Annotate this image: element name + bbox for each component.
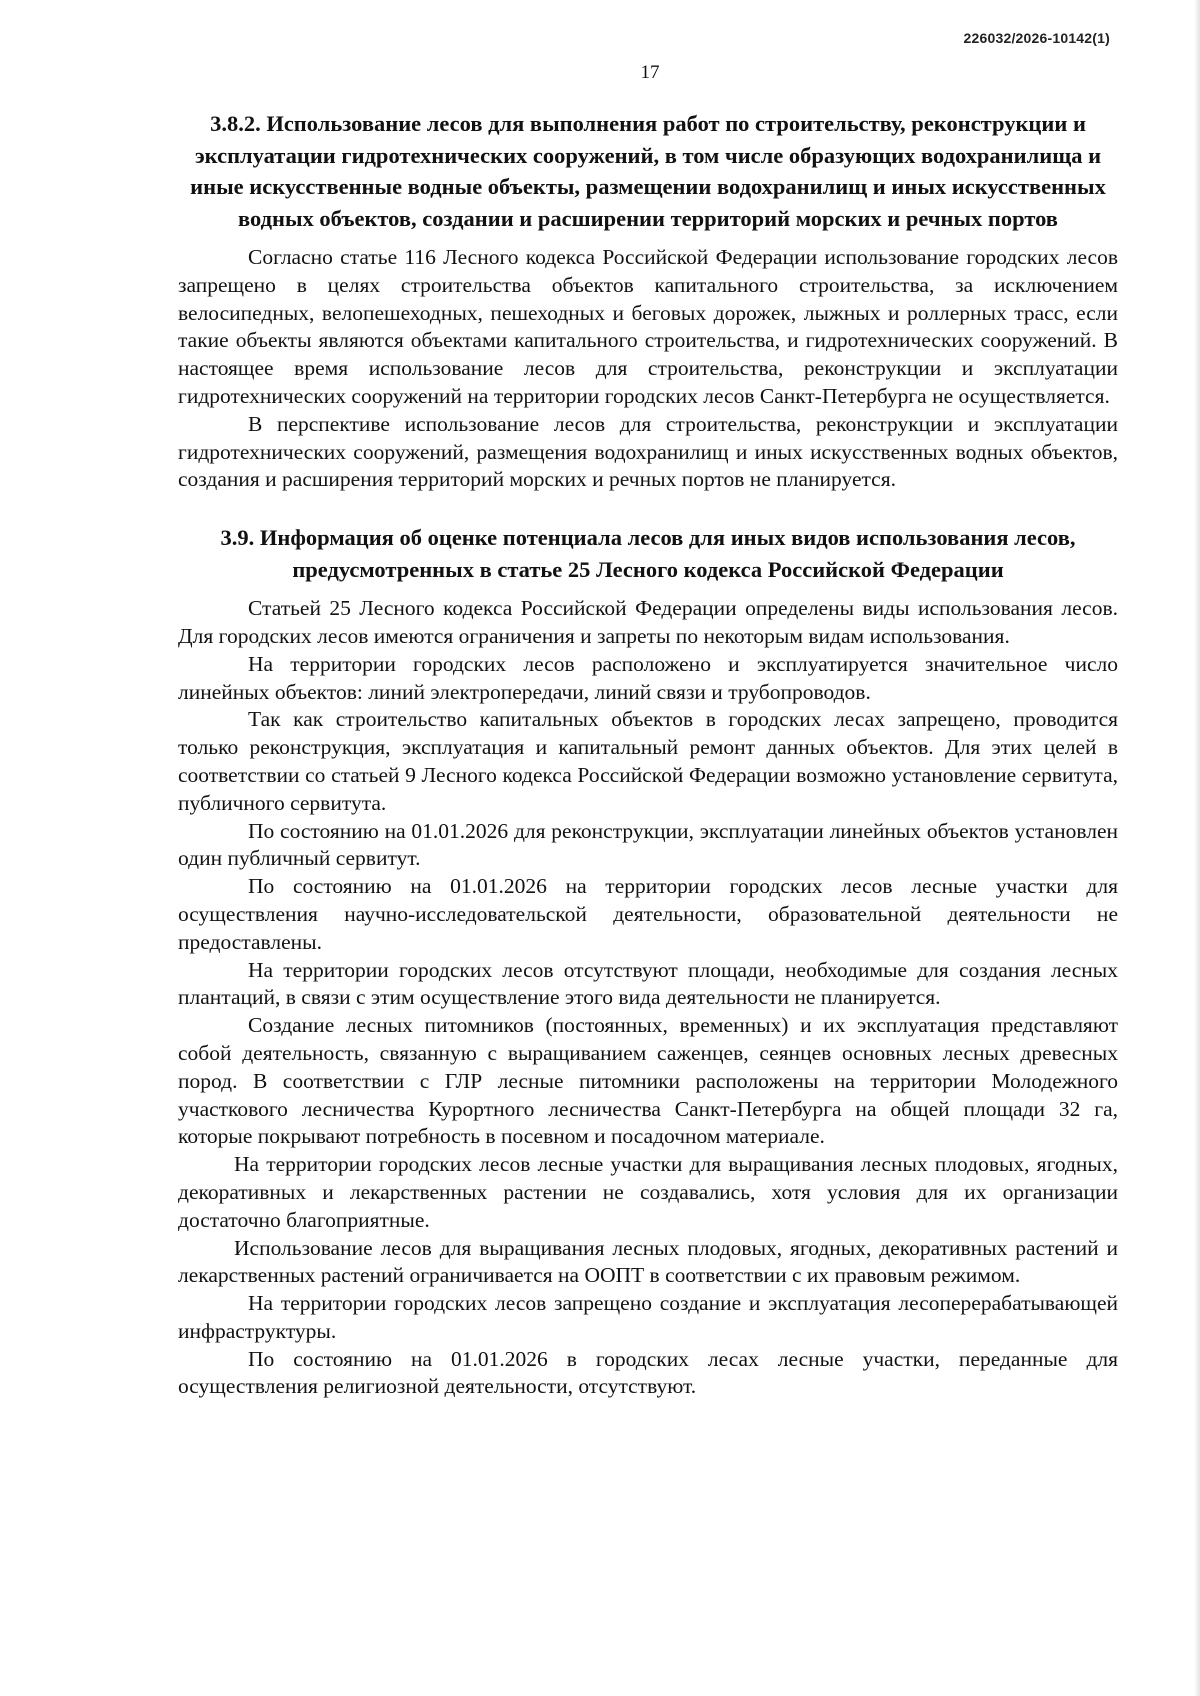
paragraph: Так как строительство капитальных объектов в городских лесах запрещено, проводится только реконструкция, эксплуатация и капитальный ремонт данных объектов. Для этих целей в соответствии со статьей 9 Лесного кодекса Российской Федерации возможно установление сервитута, публичного сервитута.: [178, 707, 1118, 815]
scan-edge-shadow: [1194, 0, 1200, 1696]
paragraph: На территории городских лесов отсутствуют площади, необходимые для создания лесных плантаций, в связи с этим осуществление этого вида деятельности не планируется.: [178, 957, 1118, 1010]
paragraph: По состоянию на 01.01.2026 на территории городских лесов лесные участки для осуществления научно-исследовательской деятельности, образовательной деятельности не предоставлены.: [178, 874, 1118, 954]
paragraph: Статьей 25 Лесного кодекса Российской Федерации определены виды использования лесов. Для городских лесов имеются ограничения и запреты по некоторым видам использования.: [178, 596, 1118, 648]
section-3-8-2-body: [178, 244, 1118, 494]
section-3-9-heading: 3.9. Информация об оценке потенциала лесов для иных видов использования лесов, предусмотренных в статье 25 Лесного кодекса Российской Федерации: [220, 525, 1076, 582]
paragraph: Создание лесных питомников (постоянных, временных) и их эксплуатация представляют собой деятельность, связанную с выращиванием саженцев, сеянцев основных лесных древесных пород. В соответствии с ГЛР лесные питомники расположены на территории Молодежного участкового лесничества Курортного лесничества Санкт-Петербурга на общей площади 32 га, которые покрывают потребность в посевном и посадочном материале.: [178, 1013, 1118, 1149]
document-registration-number: 226032/2026-10142(1): [963, 30, 1110, 46]
paragraph: По состоянию на 01.01.2026 в городских лесах лесные участки, переданные для осуществления религиозной деятельности, отсутствуют.: [178, 1346, 1118, 1399]
page-number: 17: [640, 62, 660, 83]
paragraph: По состоянию на 01.01.2026 для реконструкции, эксплуатации линейных объектов установлен один публичный сервитут.: [178, 818, 1118, 871]
document-body: [178, 108, 1118, 1401]
section-3-9-body: [178, 595, 1118, 1401]
paragraph: На территории городских лесов лесные участки для выращивания лесных плодовых, ягодных, декоративных и лекарственных растении не создавались, хотя условия для их организации достаточно благоприятные.: [178, 1152, 1118, 1232]
paragraph: На территории городских лесов запрещено создание и эксплуатация лесоперерабатывающей инфраструктуры.: [178, 1291, 1118, 1343]
paragraph: Согласно статье 116 Лесного кодекса Российской Федерации использование городских лесов запрещено в целях строительства объектов капитального строительства, за исключением велосипедных, велопешеходных, пешеходных и беговых дорожек, лыжных и роллерных трасс, если такие объекты являются объектами капитального строительства, и гидротехнических сооружений. В настоящее время использование лесов для строительства, реконструкции и эксплуатации гидротехнических сооружений на территории городских лесов Санкт-Петербурга не осуществляется.: [178, 245, 1118, 408]
paragraph: На территории городских лесов расположено и эксплуатируется значительное число линейных объектов: линий электропередачи, линий связи и трубопроводов.: [178, 651, 1118, 704]
paragraph: В перспективе использование лесов для строительства, реконструкции и эксплуатации гидротехнических сооружений, размещения водохранилищ и иных искусственных водных объектов, создания и расширения территорий морских и речных портов не планируется.: [178, 411, 1118, 492]
paragraph: Использование лесов для выращивания лесных плодовых, ягодных, декоративных растений и лекарственных растений ограничивается на ООПТ в соответствии с их правовым режимом.: [178, 1235, 1118, 1288]
section-3-8-2-heading: 3.8.2. Использование лесов для выполнения работ по строительству, реконструкции и эксплуатации гидротехнических сооружений, в том числе образующих водохранилища и иные искусственные водные объекты, размещении водохранилищ и иных искусственных водных объектов, создании и расширении территорий морских и речных портов: [190, 111, 1106, 231]
